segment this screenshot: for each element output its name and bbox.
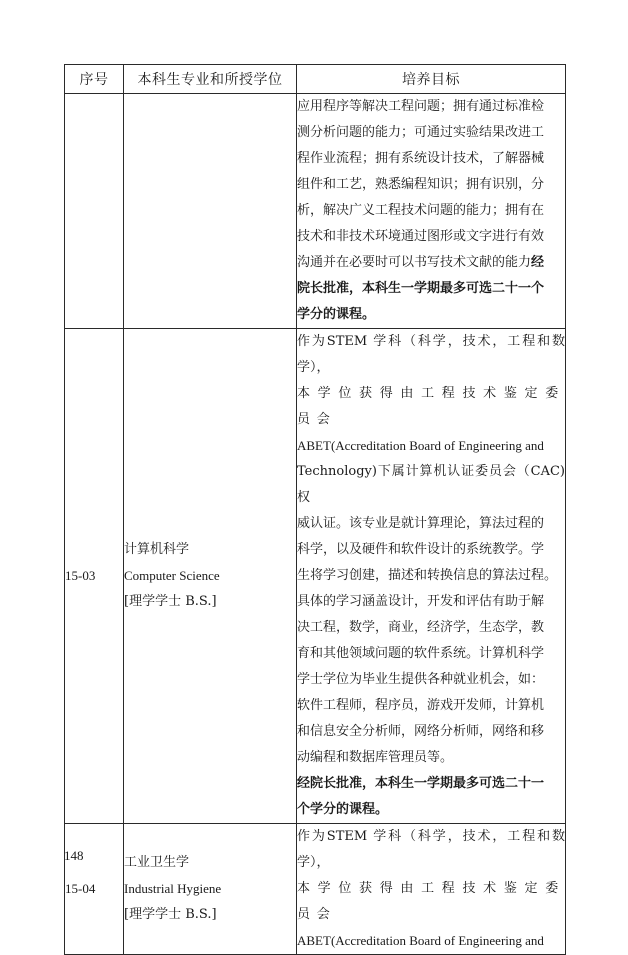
row-number xyxy=(65,94,124,329)
goal-line: 具体的学习涵盖设计，开发和评估有助于解 xyxy=(297,594,545,609)
major-name-cn: 工业卫生学 xyxy=(124,855,190,870)
major-name-en: Computer Science xyxy=(124,568,220,583)
goal-line: 作为STEM 学科（科学，技术，工程和数学）， xyxy=(297,334,565,375)
header-training-goal: 培养目标 xyxy=(297,65,566,94)
goal-line: 威认证。该专业是就计算理论，算法过程的 xyxy=(297,516,545,531)
header-serial-number: 序号 xyxy=(65,65,124,94)
goal-line: 本学位获得由工程技术鉴定委员会 xyxy=(297,386,565,427)
row-number: 15-04 xyxy=(65,824,124,955)
row-goal xyxy=(297,824,566,955)
goal-line: ABET(Accreditation Board of Engineering and xyxy=(297,438,544,453)
degree-label: [理学学士 B.S.] xyxy=(124,907,217,922)
header-major-degree: 本科生专业和所授学位 xyxy=(124,65,297,94)
goal-line: 程作业流程；拥有系统设计技术，了解器械 xyxy=(297,151,545,166)
row-goal xyxy=(297,329,566,824)
table-row xyxy=(65,94,566,329)
major-name-en: Industrial Hygiene xyxy=(124,881,222,896)
goal-line: Technology)下属计算机认证委员会（CAC)权 xyxy=(297,464,565,505)
goal-bold-line: 个学分的课程。 xyxy=(297,802,389,817)
goal-text: 沟通并在必要时可以书写技术文献的能力 xyxy=(297,255,532,270)
row-major xyxy=(124,329,297,824)
table-row xyxy=(65,824,566,955)
goal-line: 应用程序等解决工程问题；拥有通过标准检 xyxy=(297,99,545,114)
row-number: 15-03 xyxy=(65,329,124,824)
goal-bold-text: 经 xyxy=(531,255,545,270)
goal-line: ABET(Accreditation Board of Engineering and xyxy=(297,933,544,948)
goal-line xyxy=(297,250,565,276)
goal-line: 决工程，数学，商业，经济学，生态学，教 xyxy=(297,620,545,635)
row-major xyxy=(124,824,297,955)
goal-line: 育和其他领域问题的软件系统。计算机科学 xyxy=(297,646,545,661)
goal-line: 组件和工艺，熟悉编程知识；拥有识别，分 xyxy=(297,177,545,192)
degree-label: [理学学士 B.S.] xyxy=(124,594,217,609)
goal-bold-line: 学分的课程。 xyxy=(297,307,376,322)
goal-line: 析，解决广义工程技术问题的能力；拥有在 xyxy=(297,203,545,218)
goal-line: 软件工程师，程序员，游戏开发师，计算机 xyxy=(297,698,545,713)
goal-line: 学士学位为毕业生提供各种就业机会，如： xyxy=(297,672,545,687)
goal-line: 生将学习创建，描述和转换信息的算法过程。 xyxy=(297,568,558,583)
goal-bold-line: 经院长批准，本科生一学期最多可选二十一 xyxy=(297,776,545,791)
row-goal xyxy=(297,94,566,329)
goal-line: 和信息安全分析师，网络分析师，网络和移 xyxy=(297,724,545,739)
goal-line: 技术和非技术环境通过图形或文字进行有效 xyxy=(297,229,545,244)
goal-bold-line: 院长批准，本科生一学期最多可选二十一个 xyxy=(297,281,545,296)
goal-line: 动编程和数据库管理员等。 xyxy=(297,750,454,765)
goal-line: 作为STEM 学科（科学，技术，工程和数学）， xyxy=(297,829,565,870)
major-name-cn: 计算机科学 xyxy=(124,542,190,557)
row-major xyxy=(124,94,297,329)
goal-line: 科学，以及硬件和软件设计的系统教学。学 xyxy=(297,542,545,557)
degree-program-table xyxy=(64,64,566,955)
table-row xyxy=(65,329,566,824)
page-number: 148 xyxy=(64,848,84,863)
table-header-row xyxy=(65,65,566,94)
goal-line: 测分析问题的能力；可通过实验结果改进工 xyxy=(297,125,545,140)
goal-line: 本学位获得由工程技术鉴定委员会 xyxy=(297,881,565,922)
